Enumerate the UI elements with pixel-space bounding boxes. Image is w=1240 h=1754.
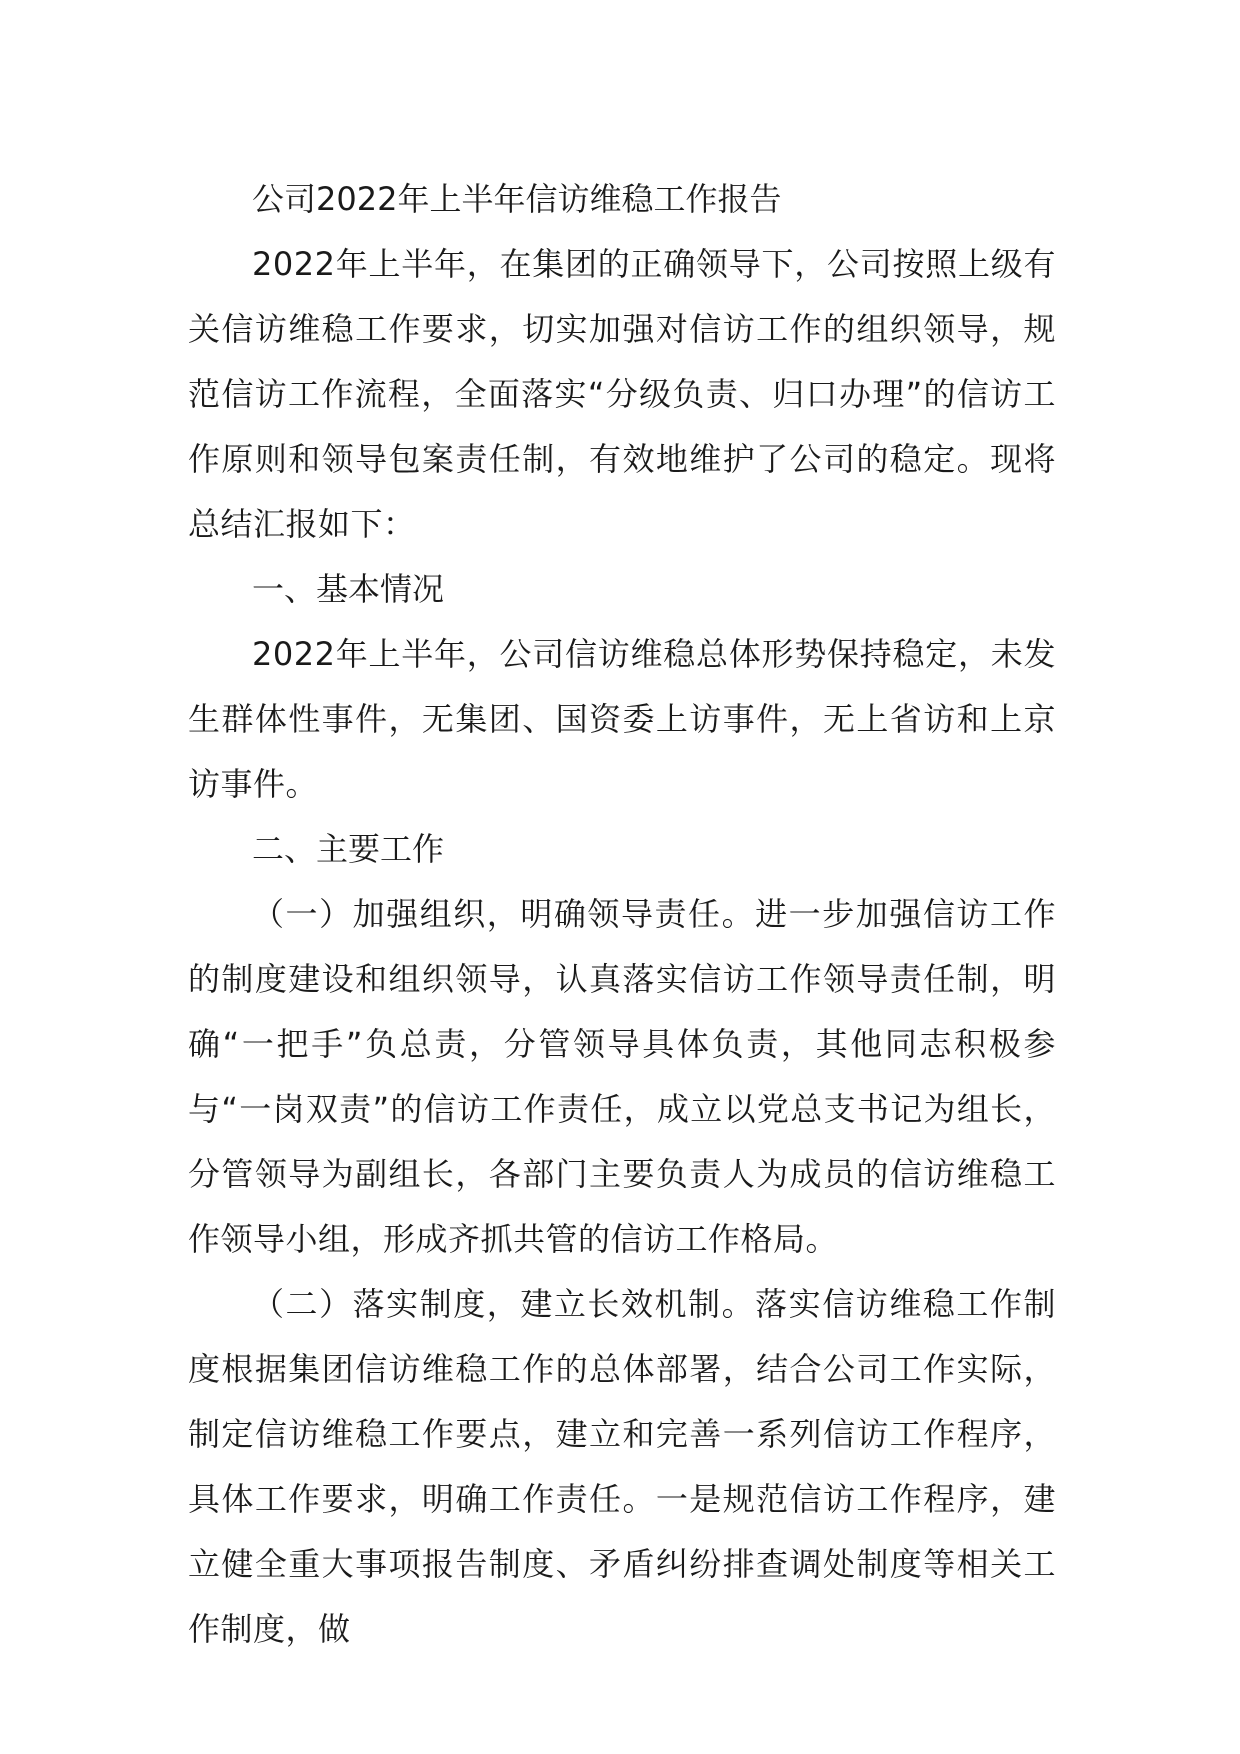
section-heading-basic-situation: 一、基本情况 [252,570,445,608]
document-body [188,167,1056,1662]
basic-situation-paragraph: 2022年上半年，公司信访维稳总体形势保持稳定，未发生群体性事件，无集团、国资委上访事件，无上省访和上京访事件。 [188,635,1056,803]
section-heading-main-work: 二、主要工作 [252,830,445,868]
main-work-item-2-paragraph: （二）落实制度，建立长效机制。落实信访维稳工作制度根据集团信访维稳工作的总体部署，结合公司工作实际，制定信访维稳工作要点，建立和完善一系列信访工作程序，具体工作要求，明确工作责任。一是规范信访工作程序，建立健全重大事项报告制度、矛盾纠纷排查调处制度等相关工作制度，做 [188,1285,1056,1648]
intro-paragraph: 2022年上半年，在集团的正确领导下，公司按照上级有关信访维稳工作要求，切实加强对信访工作的组织领导，规范信访工作流程，全面落实“分级负责、归口办理”的信访工作原则和领导包案责任制，有效地维护了公司的稳定。现将总结汇报如下： [188,245,1056,543]
main-work-item-1-paragraph: （一）加强组织，明确领导责任。进一步加强信访工作的制度建设和组织领导，认真落实信访工作领导责任制，明确“一把手”负总责，分管领导具体负责，其他同志积极参与“一岗双责”的信访工作责任，成立以党总支书记为组长，分管领导为副组长，各部门主要负责人为成员的信访维稳工作领导小组，形成齐抓共管的信访工作格局。 [188,895,1056,1258]
document-title: 公司2022年上半年信访维稳工作报告 [252,180,782,218]
